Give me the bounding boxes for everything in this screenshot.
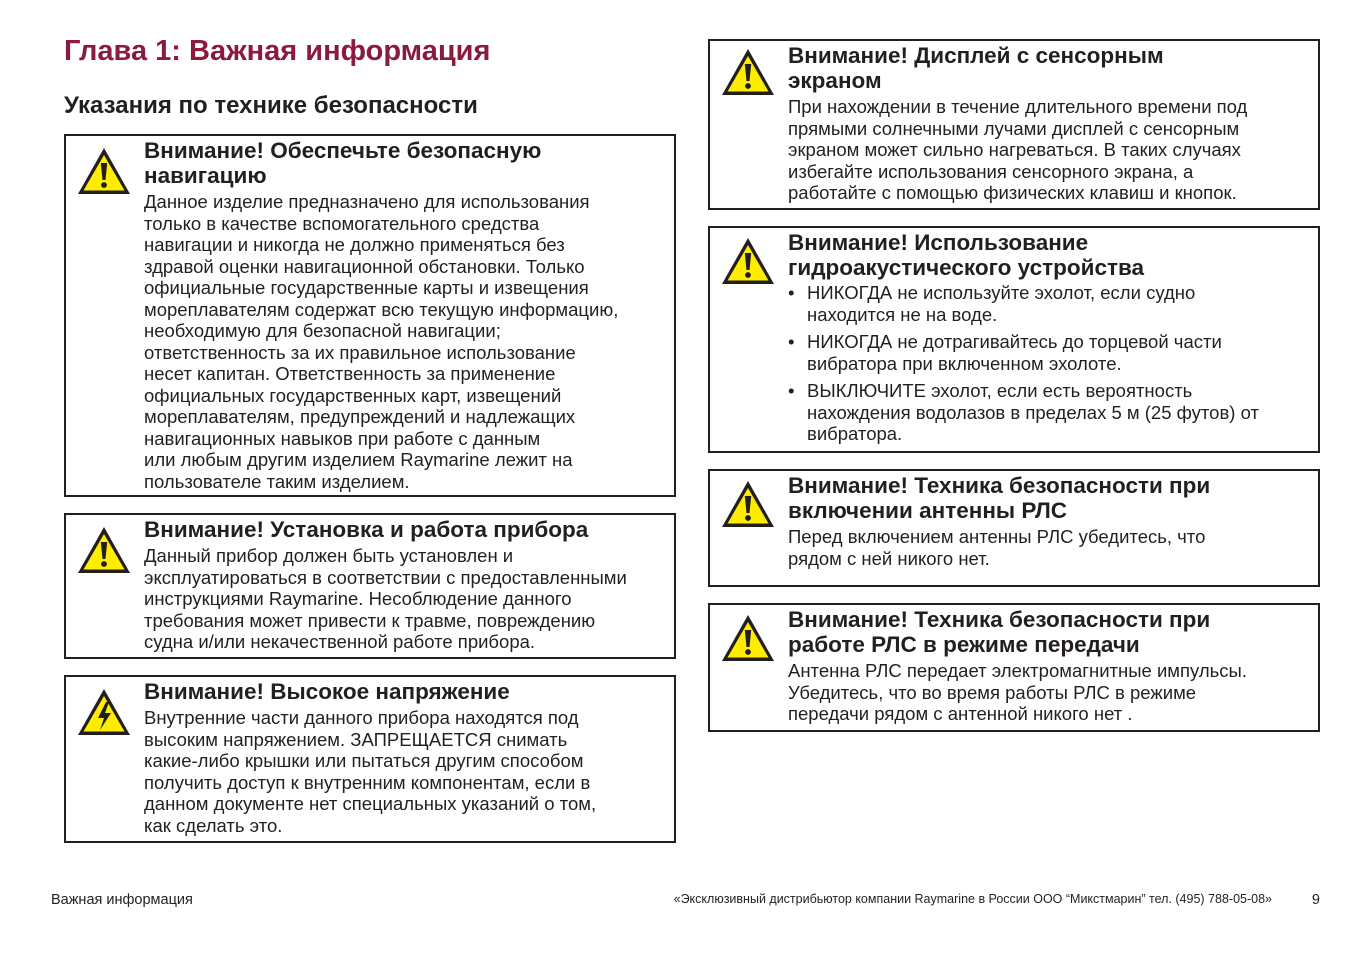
warning-triangle-icon	[720, 236, 776, 286]
warning-title: Внимание! Техника безопасности при включении антенны РЛС	[788, 473, 1211, 523]
section-title: Указания по технике безопасности	[64, 92, 478, 119]
list-item: • НИКОГДА не дотрагивайтесь до торцевой части вибратора при включенном эхолоте.	[788, 331, 1222, 374]
warning-body: Антенна РЛС передает электромагнитные импульсы. Убедитесь, что во время работы РЛС в режиме передачи рядом с антенной никого нет .	[788, 660, 1247, 724]
warning-triangle-icon	[720, 47, 776, 97]
warning-title: Внимание! Техника безопасности при работе РЛС в режиме передачи	[788, 607, 1211, 657]
warning-radar-antenna	[708, 469, 1320, 587]
warning-triangle-icon	[720, 613, 776, 663]
warning-title: Внимание! Установка и работа прибора	[144, 517, 589, 542]
warning-bullet-list	[788, 282, 1312, 445]
high-voltage-icon	[76, 687, 132, 737]
warning-body: Внутренние части данного прибора находятся под высоким напряжением. ЗАПРЕЩАЕТСЯ снимать какие-либо крышки или пытаться другим способом получить доступ к внутренним компонентам, если в данном документе нет специальных указаний о том, как сделать это.	[144, 707, 597, 836]
warning-title: Внимание! Высокое напряжение	[144, 679, 510, 704]
warning-body: Перед включением антенны РЛС убедитесь, что рядом с ней никого нет.	[788, 526, 1206, 569]
warning-sonar	[708, 226, 1320, 453]
list-item: • ВЫКЛЮЧИТЕ эхолот, если есть вероятность нахождения водолазов в пределах 5 м (25 футов) от вибратора.	[788, 380, 1259, 444]
warning-high-voltage	[64, 675, 676, 843]
warning-title: Внимание! Обеспечьте безопасную навигацию	[144, 138, 542, 188]
warning-triangle-icon	[720, 479, 776, 529]
list-item: • НИКОГДА не используйте эхолот, если судно находится не на воде.	[788, 282, 1196, 325]
warning-touchscreen	[708, 39, 1320, 210]
warning-body: Данный прибор должен быть установлен и эксплуатироваться в соответствии с предоставленными инструкциями Raymarine. Несоблюдение данного требования может привести к травме, повреждению судна и/или некачественной работе прибора.	[144, 545, 627, 652]
warning-triangle-icon	[76, 525, 132, 575]
warning-safe-navigation	[64, 134, 676, 497]
warning-title: Внимание! Использование гидроакустического устройства	[788, 230, 1145, 280]
page-number: 9	[1311, 892, 1320, 908]
warning-body: При нахождении в течение длительного времени под прямыми солнечными лучами дисплей с сенсорным экраном может сильно нагреваться. В таких случаях избегайте использования сенсорного экрана, а работайте с помощью физических клавиш и кнопок.	[788, 96, 1248, 203]
chapter-title: Глава 1: Важная информация	[64, 35, 491, 67]
footer-section: Важная информация	[51, 892, 193, 908]
warning-body: Данное изделие предназначено для использования только в качестве вспомогательного средства навигации и никогда не должно применяться без здравой оценки навигационной обстановки. Только официальные государственные карты и извещения мореплавателям содержат всю текущую информацию, необходимую для безопасной навигации; ответственность за их правильное использование несет капитан. Ответственность за применение официальных государственных карт, извещений мореплавателям, предупреждений и надлежащих навигационных навыков при работе с данным или любым другим изделием Raymarine лежит на пользователе таким изделием.	[144, 191, 619, 492]
warning-title: Внимание! Дисплей с сенсорным экраном	[788, 43, 1164, 93]
warning-triangle-icon	[76, 146, 132, 196]
warning-radar-transmit	[708, 603, 1320, 732]
warning-installation	[64, 513, 676, 659]
footer-distributor: «Эксклюзивный дистрибьютор компании Raymarine в России ООО “Микстмарин” тел. (495) 788-05-08»	[673, 892, 1272, 906]
